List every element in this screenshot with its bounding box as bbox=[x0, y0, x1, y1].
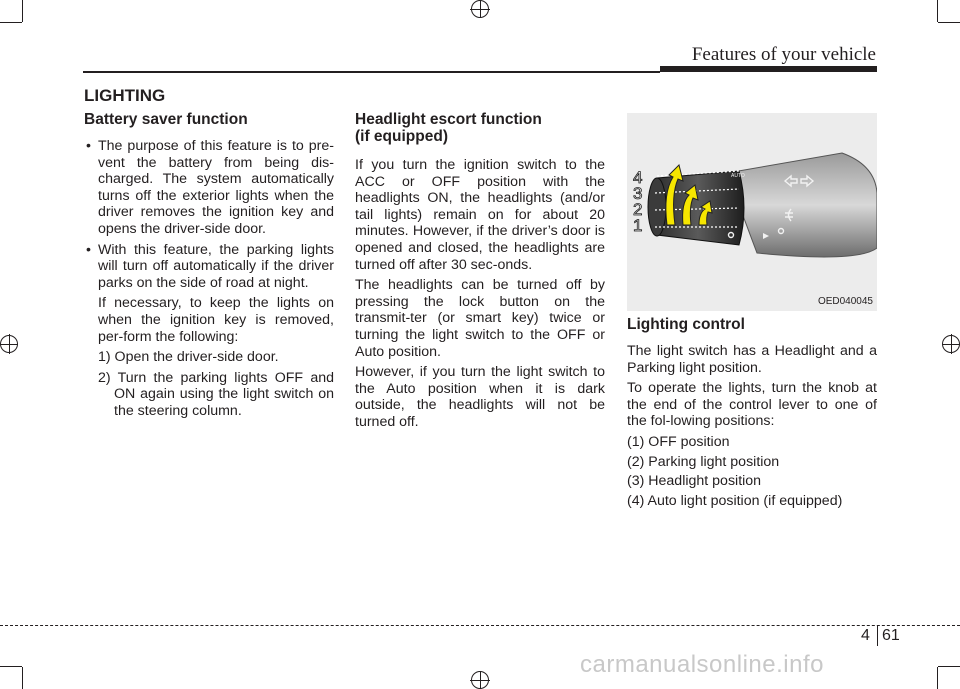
figure-code: OED040045 bbox=[817, 296, 873, 307]
battery-step-1: 1) Open the driver-side door. bbox=[98, 349, 279, 366]
section-title: LIGHTING bbox=[84, 86, 166, 105]
header-rule bbox=[83, 71, 660, 73]
lighting-paragraph-1: The light switch has a Headlight and a Parking light position. bbox=[627, 343, 877, 376]
registration-mark bbox=[951, 334, 952, 354]
lever-body bbox=[727, 153, 877, 257]
registration-mark bbox=[470, 680, 490, 681]
crop-mark bbox=[937, 0, 938, 22]
header-title: Features of your vehicle bbox=[691, 44, 876, 65]
crop-mark bbox=[0, 22, 22, 23]
escort-heading-line-1: Headlight escort function bbox=[355, 111, 542, 128]
battery-paragraph: If necessary, to keep the lights on when the ignition key is removed, per-form the following: bbox=[98, 295, 334, 345]
position-item: (3) Headlight position bbox=[627, 473, 762, 490]
battery-bullet-2: • With this feature, the parking lights will turn off automatically if the driver parks on the side of road at night. bbox=[84, 242, 334, 292]
escort-heading bbox=[355, 111, 605, 145]
page-number: 61 bbox=[882, 627, 900, 644]
escort-paragraph-1: If you turn the ignition switch to the ACC or OFF position with the headlights ON, the headlights (and/or tail lights) remain on for about 20 minutes. However, if the driver’s door is opened and closed, the headlights are turned off after 30 sec-onds. bbox=[355, 157, 605, 273]
chapter-number: 4 bbox=[861, 627, 870, 644]
position-label-2: 2 bbox=[633, 200, 643, 219]
escort-paragraph-3: However, if you turn the light switch to the Auto position when it is dark outside, the headlights will not be turned off. bbox=[355, 364, 605, 430]
lighting-control-heading: Lighting control bbox=[627, 316, 745, 333]
battery-step-2: 2) Turn the parking lights OFF and ON again using the light switch on the steering column. bbox=[98, 369, 334, 419]
escort-paragraph-2: The headlights can be turned off by pressing the lock button on the transmit-ter (or smart key) twice or turning the light switch to the OFF or Auto position. bbox=[355, 277, 605, 360]
crop-mark bbox=[937, 667, 938, 689]
crop-mark bbox=[938, 22, 960, 23]
escort-heading-line-2: (if equipped) bbox=[355, 128, 448, 145]
position-item: (2) Parking light position bbox=[627, 453, 780, 470]
auto-label: AUTO bbox=[731, 173, 745, 179]
light-switch-illustration bbox=[627, 113, 877, 311]
battery-bullet-1: • The purpose of this feature is to pre-vent the battery from being dis-charged. The system automatically turns off the exterior lights when the driver removes the ignition key and opens the driver-side door. bbox=[84, 138, 334, 238]
crop-mark bbox=[22, 667, 23, 689]
footer-rule bbox=[0, 625, 960, 626]
position-label-4: 4 bbox=[633, 168, 643, 187]
crop-mark bbox=[0, 666, 22, 667]
position-label-1: 1 bbox=[633, 216, 643, 235]
position-item: (4) Auto light position (if equipped) bbox=[627, 492, 843, 509]
registration-mark bbox=[470, 9, 490, 10]
position-label-3: 3 bbox=[633, 184, 643, 203]
escort-column bbox=[355, 111, 605, 435]
battery-saver-heading: Battery saver function bbox=[84, 111, 248, 128]
lighting-control-column bbox=[627, 316, 877, 512]
crop-mark bbox=[938, 666, 960, 667]
watermark: carmanualsonline.info bbox=[580, 651, 824, 678]
crop-mark bbox=[22, 0, 23, 22]
page-number-separator bbox=[877, 626, 878, 646]
lighting-paragraph-2: To operate the lights, turn the knob at the end of the control lever to one of the fol-lowing positions: bbox=[627, 380, 877, 430]
position-item: (1) OFF position bbox=[627, 433, 730, 450]
header-bar bbox=[660, 66, 877, 72]
registration-mark bbox=[9, 334, 10, 354]
light-switch-drawing bbox=[627, 113, 877, 311]
battery-saver-column bbox=[84, 111, 334, 424]
